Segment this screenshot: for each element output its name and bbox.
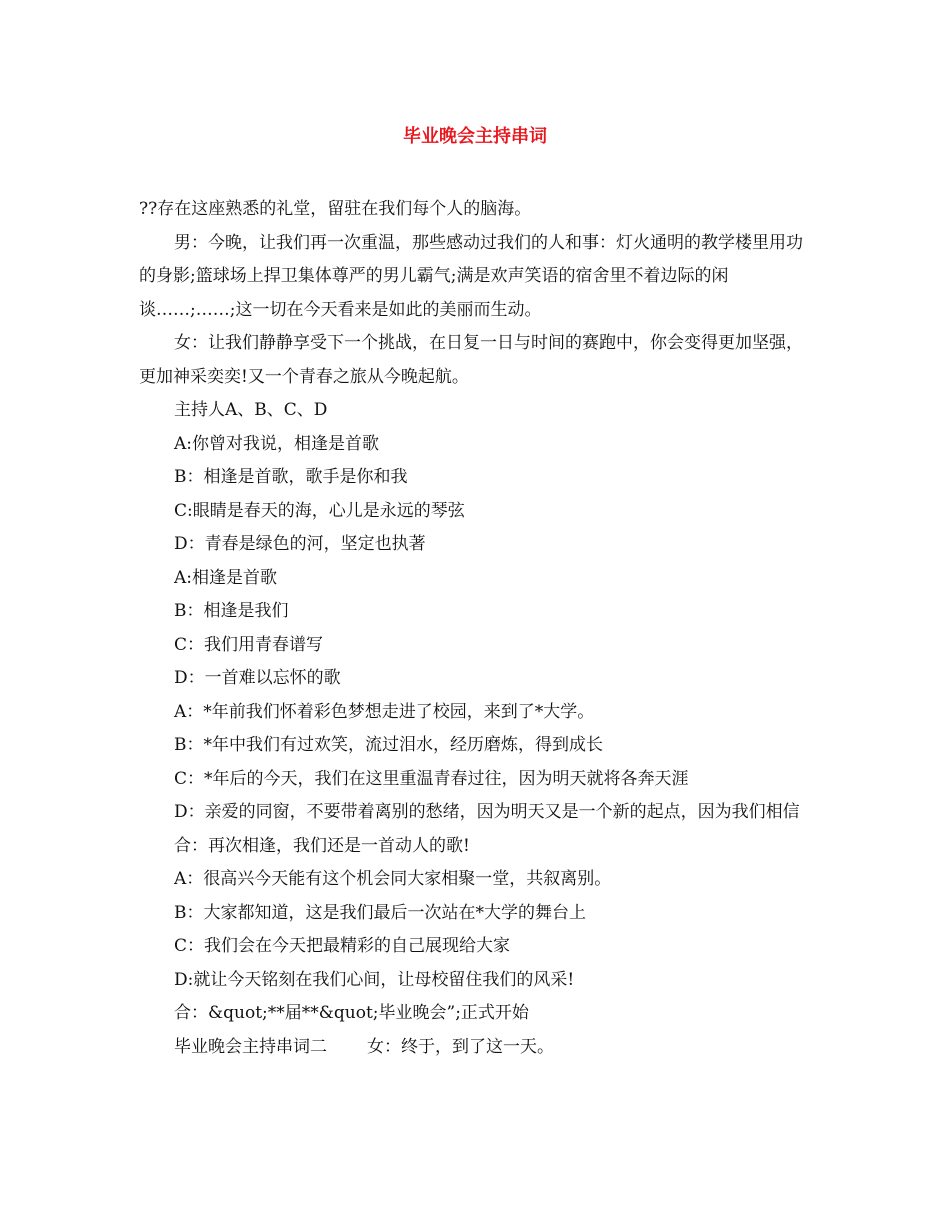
paragraph: D：青春是绿色的河，坚定也执著 [174,534,426,554]
paragraph: A:相逢是首歌 [174,567,278,588]
dialogue-line: 女：终于，到了这一天。 [367,1036,554,1057]
paragraph: 合：再次相逢，我们还是一首动人的歌! [174,835,470,856]
paragraph: 主持人A、B、C、D [174,400,328,420]
paragraph: D：一首难以忘怀的歌 [174,668,341,688]
paragraph: D：亲爱的同窗，不要带着离别的愁绪，因为明天又是一个新的起点，因为我们相信 [174,802,800,822]
paragraph: A:你曾对我说，相逢是首歌 [174,433,380,454]
paragraph: 女：让我们静静享受下一个挑战，在日复一日与时间的赛跑中，你会变得更加坚强，更加神采奕奕!又一个青春之旅从今晚起航。 [139,333,803,387]
paragraph: D:就让今天铭刻在我们心间，让母校留住我们的风采! [174,969,575,990]
paragraph: B：大家都知道，这是我们最后一次站在*大学的舞台上 [174,902,586,923]
document-body [139,193,815,1064]
paragraph: B：*年中我们有过欢笑，流过泪水，经历磨炼，得到成长 [174,735,603,755]
section-heading-2: 毕业晚会主持串词二 [174,1036,327,1057]
paragraph: A：*年前我们怀着彩色梦想走进了校园，来到了*大学。 [174,701,595,722]
paragraph: B：相逢是首歌，歌手是你和我 [174,467,408,487]
paragraph: C:眼睛是春天的海，心儿是永远的琴弦 [174,500,465,521]
paragraph: C：我们会在今天把最精彩的自己展现给大家 [174,936,511,956]
paragraph-last-line [139,1031,815,1065]
paragraph: 男：今晚，让我们再一次重温，那些感动过我们的人和事：灯火通明的教学楼里用功的身影;篮球场上捍卫集体尊严的男儿霸气;满是欢声笑语的宿舍里不着边际的闲谈……;……;这一切在今天看来是如此的美丽而生动。 [139,232,803,320]
document-title: 毕业晚会主持串词 [403,126,547,147]
paragraph: C：*年后的今天，我们在这里重温青春过往，因为明天就将各奔天涯 [174,768,689,789]
paragraph: ??存在这座熟悉的礼堂，留驻在我们每个人的脑海。 [139,199,532,219]
paragraph: B：相逢是我们 [174,601,289,621]
paragraph: A：很高兴今天能有这个机会同大家相聚一堂，共叙离别。 [174,869,612,889]
paragraph: 合：&quot;**届**&quot;毕业晚会”;正式开始 [174,1003,529,1023]
paragraph: C：我们用青春谱写 [174,634,324,655]
